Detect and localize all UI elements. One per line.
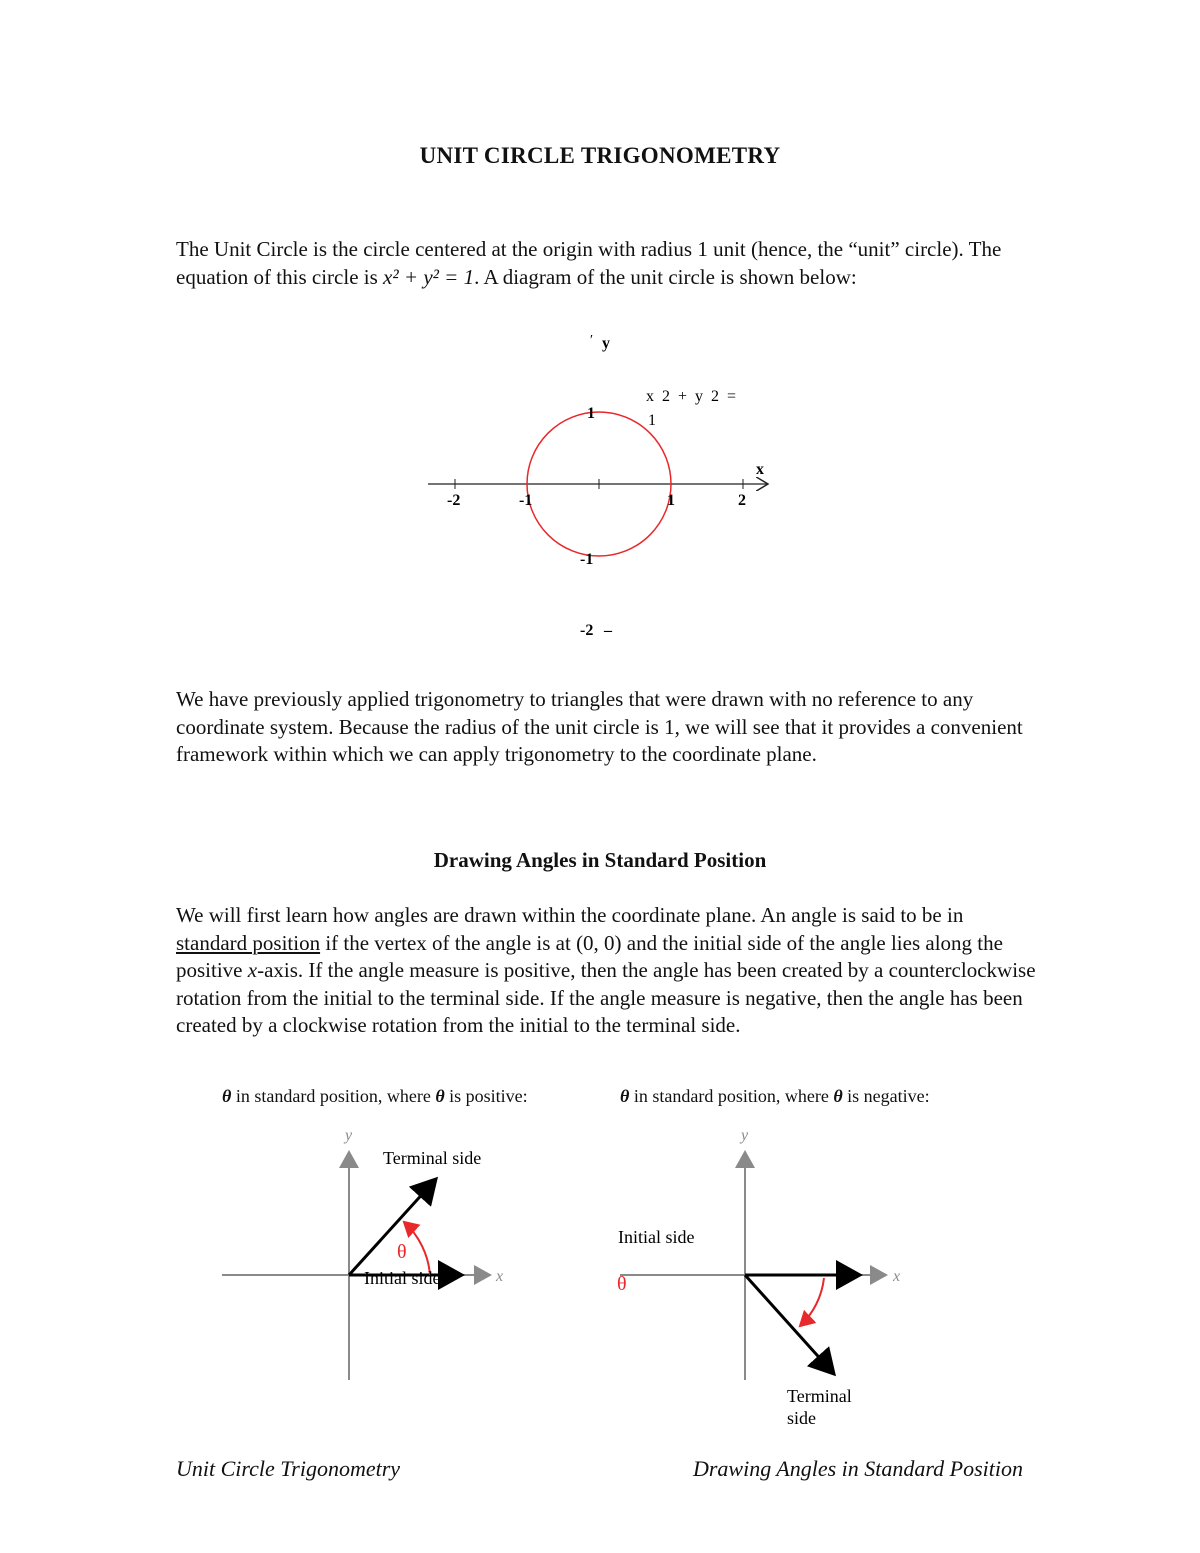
- negative-initial-label: Initial side: [618, 1227, 695, 1247]
- positive-x-label: x: [496, 1268, 504, 1285]
- angle-diagrams: [0, 1115, 1200, 1445]
- negative-terminal-side: [745, 1275, 834, 1374]
- para3-text-a: We will first learn how angles are drawn within the coordinate plane. An angle is said to be in: [176, 903, 964, 927]
- unit-circle-diagram: [0, 320, 1200, 650]
- caption-positive: [222, 1086, 528, 1107]
- caption-negative-end: is negative:: [842, 1086, 930, 1106]
- y-tick-label-m1: -1: [580, 551, 594, 568]
- footer-right: Drawing Angles in Standard Position: [692, 1456, 1023, 1481]
- intro-text-part2: . A diagram of the unit circle is shown below:: [474, 264, 857, 289]
- x-tick-label-2: 2: [738, 492, 746, 509]
- x-tick-label-m2: -2: [447, 492, 461, 509]
- positive-terminal-label: Terminal side: [383, 1148, 482, 1168]
- positive-theta-label: θ: [397, 1241, 407, 1263]
- caption-positive-text: in standard position, where: [231, 1086, 436, 1106]
- caption-positive-theta2: θ: [435, 1086, 445, 1106]
- para3-text-b: if the vertex of the angle is at (0, 0) and the initial side of the angle lies along the positive: [176, 930, 1003, 982]
- negative-angle-diagram: [617, 1127, 900, 1428]
- positive-y-label: y: [345, 1127, 353, 1144]
- caption-negative-theta2: θ: [833, 1086, 843, 1106]
- caption-positive-theta: θ: [222, 1086, 232, 1106]
- caption-negative-text: in standard position, where: [629, 1086, 834, 1106]
- circle-equation: x² + y² = 1: [383, 264, 475, 289]
- y-axis-arrow-glyph: ′: [590, 333, 594, 348]
- negative-terminal-label-line1: Terminal: [787, 1386, 852, 1406]
- negative-x-label: x: [893, 1268, 901, 1285]
- negative-angle-arc: [800, 1278, 824, 1326]
- equation-label-line2: 1: [648, 412, 656, 429]
- paragraph-previous-trig: We have previously applied trigonometry to triangles that were drawn with no reference to any coordinate system. Because the radius of the unit circle is 1, we will see that it provides a convenient framework within which we can apply trigonometry to the coordinate plane.: [176, 687, 1023, 766]
- y-tick-label-1: 1: [587, 405, 595, 422]
- y-axis-label: y: [602, 335, 610, 352]
- positive-terminal-side: [349, 1179, 436, 1275]
- footer-left: Unit Circle Trigonometry: [176, 1456, 401, 1481]
- negative-y-label: y: [741, 1127, 749, 1144]
- x-axis-label: x: [756, 461, 764, 478]
- intro-paragraph: [176, 236, 1036, 291]
- negative-terminal-label-line2: side: [787, 1408, 816, 1428]
- caption-negative-theta: θ: [620, 1086, 630, 1106]
- x-tick-label-1: 1: [667, 492, 675, 509]
- page-title: UNIT CIRCLE TRIGONOMETRY: [419, 143, 781, 168]
- x-tick-label-m1: -1: [519, 492, 533, 509]
- equation-label-line1: x 2 + y 2 =: [646, 388, 739, 405]
- term-standard-position: standard position: [176, 930, 321, 955]
- section-heading: Drawing Angles in Standard Position: [433, 848, 767, 872]
- positive-initial-label: Initial side: [364, 1268, 441, 1288]
- intro-text-part1: The Unit Circle is the circle centered at the origin with radius 1 unit (hence, the “unit” circle). The equation of this circle is: [176, 237, 1002, 289]
- y-tick-label-m2: -2: [580, 622, 594, 639]
- caption-negative: [620, 1086, 930, 1107]
- negative-theta-label: θ: [617, 1273, 627, 1295]
- para3-text-c: -axis. If the angle measure is positive, then the angle has been created by a counterclockwise rotation from the initial to the terminal side. If the angle measure is negative, then the angle has been created by a clockwise rotation from the initial to the terminal side.: [176, 958, 1036, 1037]
- y-tick-dash-glyph: –: [604, 622, 612, 639]
- paragraph-standard-position: [176, 902, 1036, 1040]
- x-variable: x: [247, 958, 258, 982]
- caption-positive-end: is positive:: [444, 1086, 528, 1106]
- positive-angle-diagram: [222, 1127, 503, 1380]
